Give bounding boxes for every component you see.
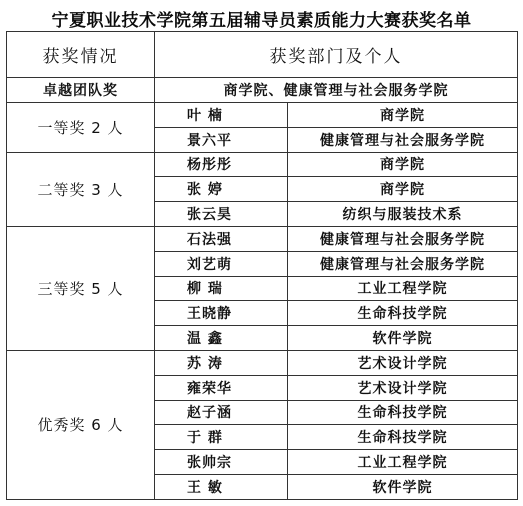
team-award-units: 商学院、健康管理与社会服务学院 xyxy=(155,78,518,103)
table-row xyxy=(7,152,518,177)
winner-name: 王 敏 xyxy=(155,474,288,499)
winner-name: 张 婷 xyxy=(155,177,288,202)
award-category: 二等奖 3 人 xyxy=(7,152,155,226)
winner-unit: 工业工程学院 xyxy=(288,450,518,475)
header-unit: 获奖部门及个人 xyxy=(155,32,518,78)
document-title: 宁夏职业技术学院第五届辅导员素质能力大赛获奖名单 xyxy=(51,11,472,31)
winner-name: 温 鑫 xyxy=(155,326,288,351)
winner-unit: 健康管理与社会服务学院 xyxy=(288,251,518,276)
winner-unit: 艺术设计学院 xyxy=(288,350,518,375)
winner-name: 叶 楠 xyxy=(155,103,288,128)
table-row xyxy=(7,226,518,251)
winner-name: 柳 瑞 xyxy=(155,276,288,301)
winner-name: 苏 涛 xyxy=(155,350,288,375)
winner-name: 张帅宗 xyxy=(155,450,288,475)
winner-name: 景六平 xyxy=(155,127,288,152)
award-category: 三等奖 5 人 xyxy=(7,226,155,350)
award-category: 优秀奖 6 人 xyxy=(7,350,155,499)
awards-table-body xyxy=(7,32,518,500)
winner-name: 于 群 xyxy=(155,425,288,450)
winner-unit: 生命科技学院 xyxy=(288,425,518,450)
winner-name: 杨彤彤 xyxy=(155,152,288,177)
winner-unit: 健康管理与社会服务学院 xyxy=(288,226,518,251)
winner-name: 石法强 xyxy=(155,226,288,251)
header-category: 获奖情况 xyxy=(7,32,155,78)
winner-name: 王晓静 xyxy=(155,301,288,326)
team-award-category: 卓越团队奖 xyxy=(7,78,155,103)
winner-unit: 生命科技学院 xyxy=(288,400,518,425)
winner-name: 张云昊 xyxy=(155,202,288,227)
winner-unit: 商学院 xyxy=(288,152,518,177)
header-row xyxy=(7,32,518,78)
award-category: 一等奖 2 人 xyxy=(7,103,155,153)
winner-name: 赵子涵 xyxy=(155,400,288,425)
winner-unit: 纺织与服装技术系 xyxy=(288,202,518,227)
winner-unit: 软件学院 xyxy=(288,326,518,351)
winner-unit: 生命科技学院 xyxy=(288,301,518,326)
winner-unit: 软件学院 xyxy=(288,474,518,499)
winner-unit: 艺术设计学院 xyxy=(288,375,518,400)
team-award-row xyxy=(7,78,518,103)
winner-unit: 商学院 xyxy=(288,103,518,128)
winner-unit: 商学院 xyxy=(288,177,518,202)
awards-table xyxy=(6,31,518,500)
winner-unit: 工业工程学院 xyxy=(288,276,518,301)
winner-name: 刘艺萌 xyxy=(155,251,288,276)
table-row xyxy=(7,350,518,375)
winner-unit: 健康管理与社会服务学院 xyxy=(288,127,518,152)
winner-name: 雍荣华 xyxy=(155,375,288,400)
table-row xyxy=(7,103,518,128)
